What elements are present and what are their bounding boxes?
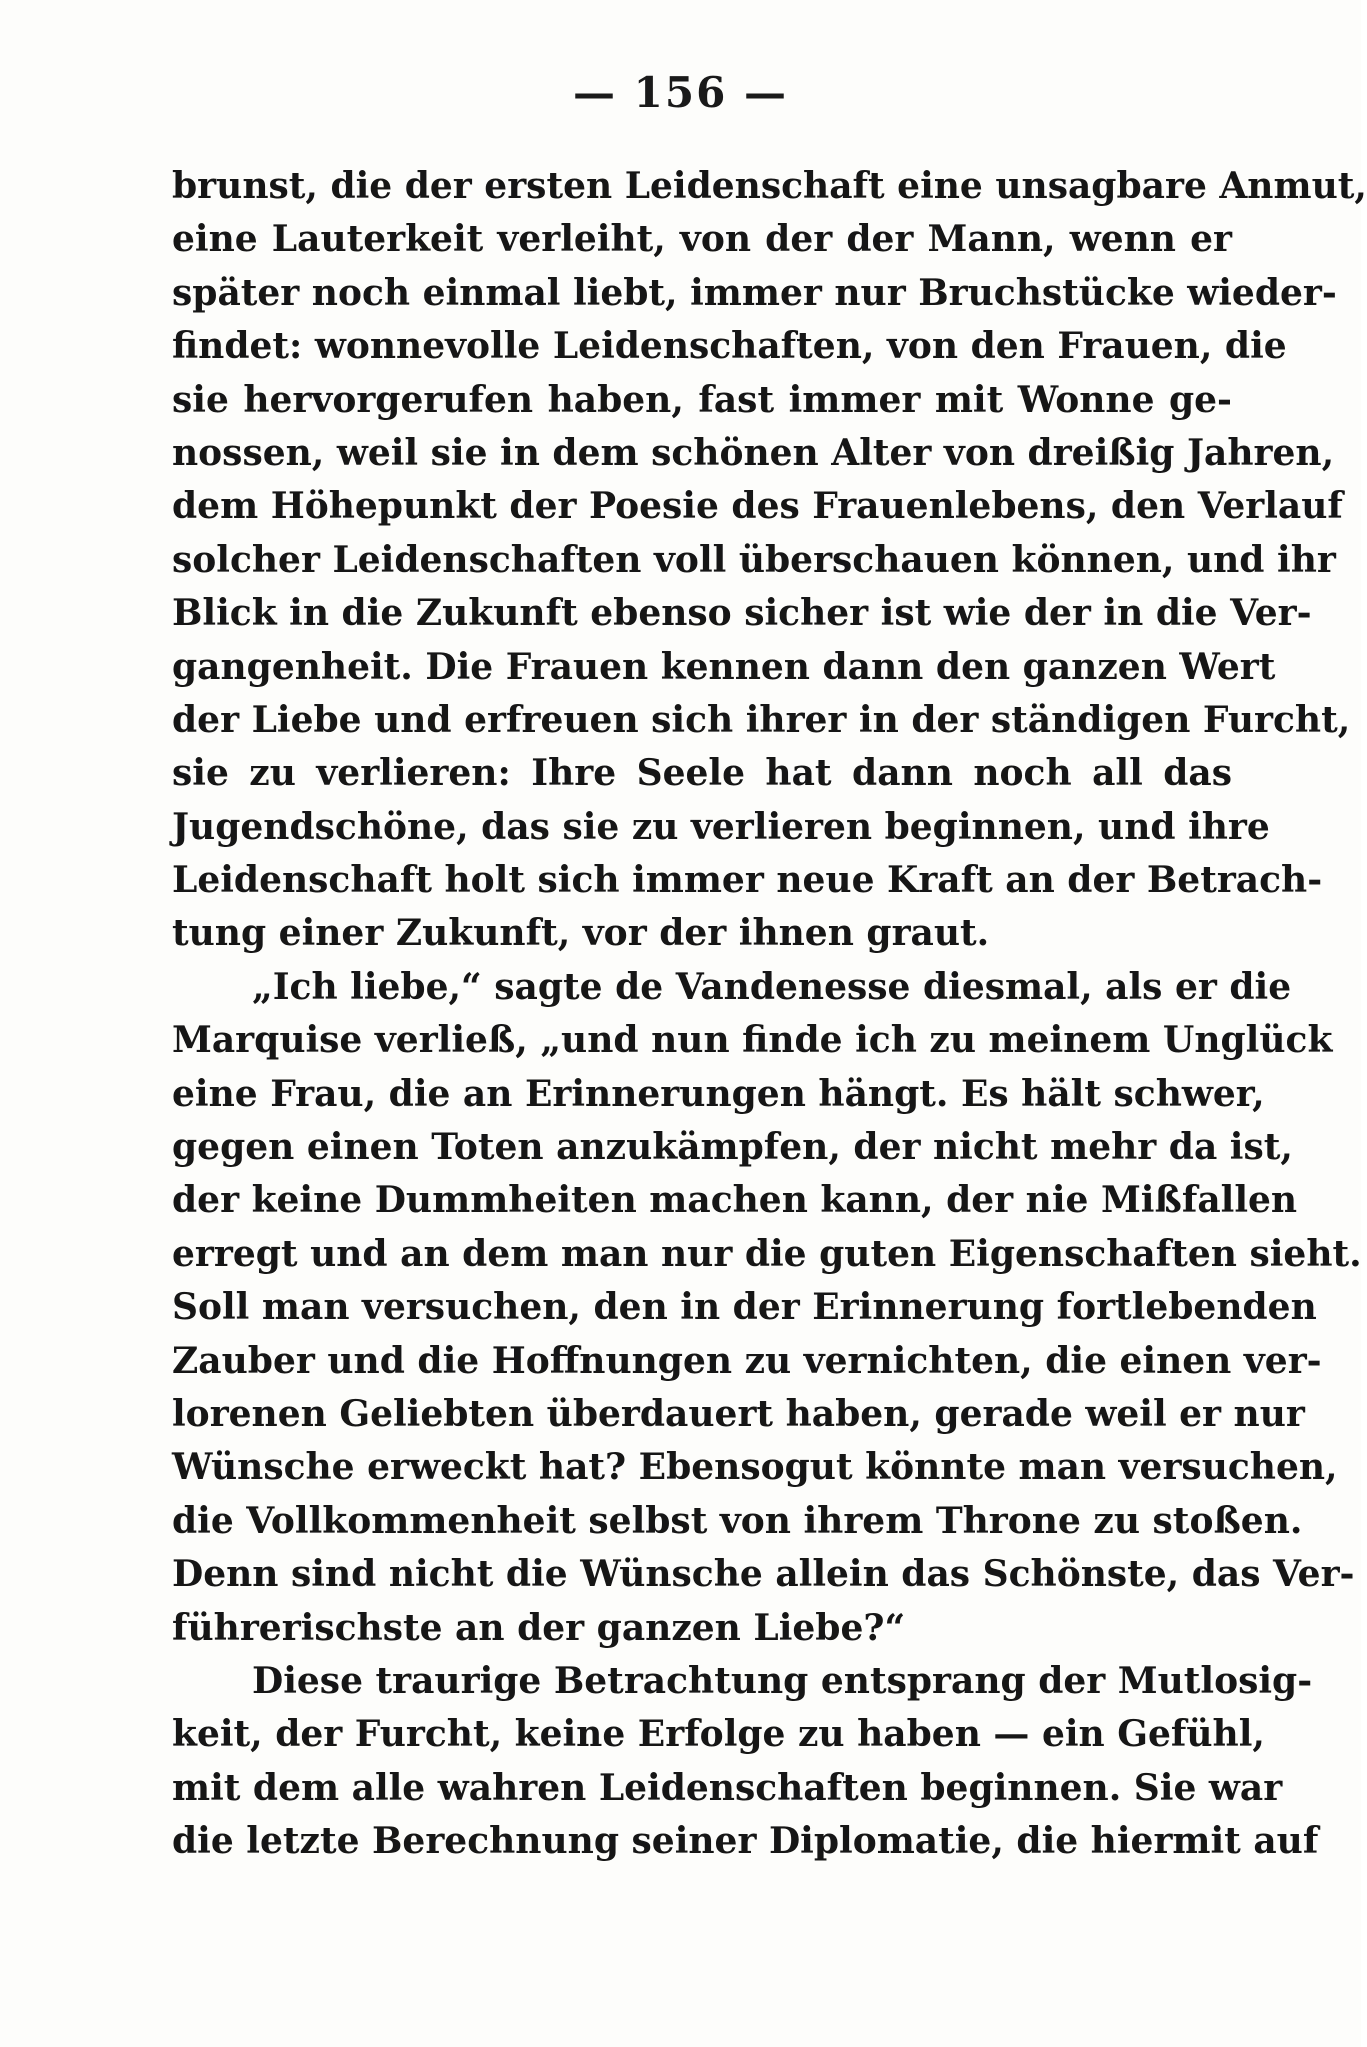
text-line: Diese traurige Betrachtung entsprang der Mutlosig- [252, 1659, 1313, 1702]
text-line: Jugendschöne, das sie zu verlieren beginnen, und ihre [172, 805, 1270, 848]
text-line: sie hervorgerufen haben, fast immer mit Wonne ge- [172, 378, 1232, 421]
text-line: der keine Dummheiten machen kann, der nie Mißfallen [172, 1179, 1298, 1222]
text-line: mit dem alle wahren Leidenschaften beginnen. Sie war [172, 1766, 1283, 1809]
text-line: sie zu verlieren: Ihre Seele hat dann noch all das [172, 752, 1232, 795]
text-line: Wünsche erweckt hat? Ebensogut könnte man versuchen, [172, 1446, 1338, 1489]
text-line: Blick in die Zukunft ebenso sicher ist wie der in die Ver- [172, 592, 1312, 635]
text-line: Marquise verließ, „und nun finde ich zu meinem Unglück [172, 1019, 1333, 1062]
text-line: eine Frau, die an Erinnerungen hängt. Es hält schwer, [172, 1072, 1265, 1115]
text-line: solcher Leidenschaften voll überschauen können, und ihr [172, 538, 1336, 581]
text-line: keit, der Furcht, keine Erfolge zu haben — ein Gefühl, [172, 1713, 1265, 1756]
body-text [172, 160, 1367, 1869]
text-line: Leidenschaft holt sich immer neue Kraft an der Betrach- [172, 859, 1323, 902]
text-line: die Vollkommenheit selbst von ihrem Throne zu stoßen. [172, 1499, 1303, 1542]
text-line: brunst, die der ersten Leidenschaft eine unsagbare Anmut, [172, 165, 1367, 207]
page-number: — 156 — [573, 68, 788, 117]
text-line: gangenheit. Die Frauen kennen dann den ganzen Wert [172, 645, 1276, 688]
text-line: findet: wonnevolle Leidenschaften, von den Frauen, die [172, 325, 1287, 368]
text-line: Soll man versuchen, den in der Erinnerung fortlebenden [172, 1286, 1317, 1329]
text-line: Zauber und die Hoffnungen zu vernichten, die einen ver- [172, 1339, 1322, 1382]
text-line: tung einer Zukunft, vor der ihnen graut. [172, 912, 990, 955]
text-line: Denn sind nicht die Wünsche allein das Schönste, das Ver- [172, 1553, 1355, 1596]
text-line: erregt und an dem man nur die guten Eigenschaften sieht. [172, 1232, 1362, 1275]
text-line: dem Höhepunkt der Poesie des Frauenlebens, den Verlauf [172, 485, 1343, 528]
text-line: eine Lauterkeit verleiht, von der der Mann, wenn er [172, 218, 1232, 261]
text-line: „Ich liebe,“ sagte de Vandenesse diesmal, als er die [252, 965, 1292, 1008]
text-line: die letzte Berechnung seiner Diplomatie, die hiermit auf [172, 1820, 1319, 1863]
text-line: später noch einmal liebt, immer nur Bruchstücke wieder- [172, 271, 1337, 314]
text-line: der Liebe und erfreuen sich ihrer in der ständigen Furcht, [172, 698, 1351, 741]
text-line: nossen, weil sie in dem schönen Alter von dreißig Jahren, [172, 431, 1335, 474]
text-line: lorenen Geliebten überdauert haben, gerade weil er nur [172, 1392, 1305, 1435]
text-line: führerischste an der ganzen Liebe?“ [172, 1606, 906, 1649]
text-line: gegen einen Toten anzukämpfen, der nicht mehr da ist, [172, 1126, 1293, 1169]
